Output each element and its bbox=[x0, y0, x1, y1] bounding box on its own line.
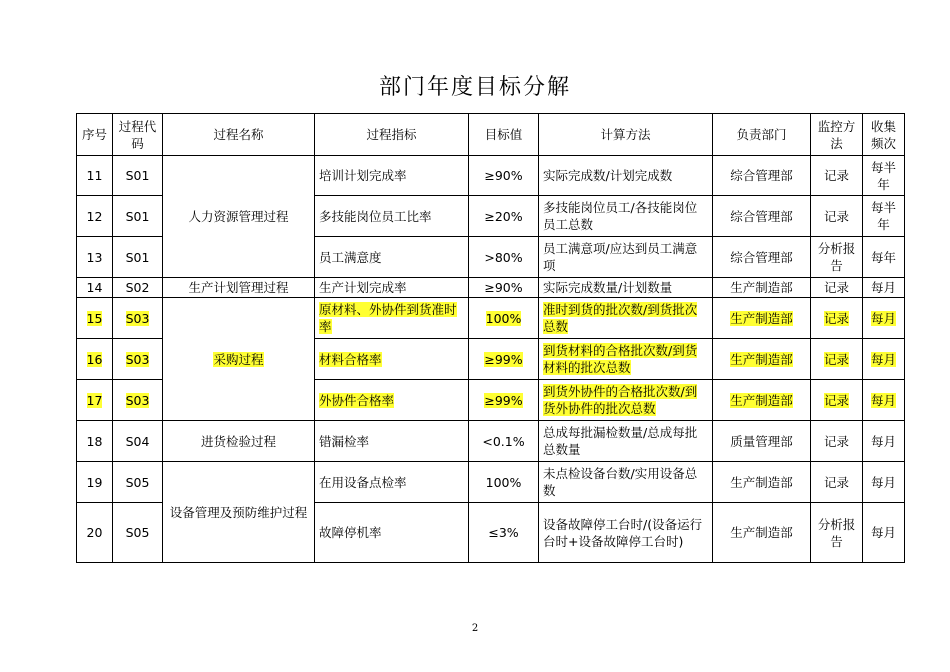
cell-indicator: 生产计划完成率 bbox=[315, 278, 469, 298]
cell-monitor: 记录 bbox=[811, 278, 863, 298]
cell-dept: 生产制造部 bbox=[713, 503, 811, 563]
cell-method: 多技能岗位员工/各技能岗位员工总数 bbox=[539, 196, 713, 237]
cell-dept: 生产制造部 bbox=[713, 380, 811, 421]
cell-code: S04 bbox=[113, 421, 163, 462]
cell-target: ≥90% bbox=[469, 278, 539, 298]
cell-method: 实际完成数量/计划数量 bbox=[539, 278, 713, 298]
cell-target: ≥90% bbox=[469, 156, 539, 196]
header-process: 过程名称 bbox=[163, 114, 315, 156]
table-row bbox=[77, 278, 905, 298]
cell-monitor: 记录 bbox=[811, 421, 863, 462]
page-number: 2 bbox=[471, 623, 479, 634]
cell-freq: 每月 bbox=[863, 503, 905, 563]
cell-code: S05 bbox=[113, 503, 163, 563]
cell-code: S01 bbox=[113, 156, 163, 196]
cell-dept: 生产制造部 bbox=[713, 339, 811, 380]
header-target: 目标值 bbox=[469, 114, 539, 156]
cell-indicator: 在用设备点检率 bbox=[315, 462, 469, 503]
cell-monitor: 分析报告 bbox=[811, 503, 863, 563]
cell-dept: 生产制造部 bbox=[713, 278, 811, 298]
cell-no: 18 bbox=[77, 421, 113, 462]
cell-indicator: 培训计划完成率 bbox=[315, 156, 469, 196]
cell-code: S05 bbox=[113, 462, 163, 503]
header-no: 序号 bbox=[77, 114, 113, 156]
cell-indicator: 员工满意度 bbox=[315, 237, 469, 278]
cell-process: 生产计划管理过程 bbox=[163, 278, 315, 298]
cell-target: ≥99% bbox=[469, 339, 539, 380]
cell-target: ≤3% bbox=[469, 503, 539, 563]
goal-breakdown-table bbox=[76, 113, 905, 563]
cell-no: 13 bbox=[77, 237, 113, 278]
cell-code: S01 bbox=[113, 237, 163, 278]
header-method: 计算方法 bbox=[539, 114, 713, 156]
cell-process: 人力资源管理过程 bbox=[163, 156, 315, 278]
cell-method: 到货外协件的合格批次数/到货外协件的批次总数 bbox=[539, 380, 713, 421]
cell-monitor: 记录 bbox=[811, 380, 863, 421]
cell-monitor: 分析报告 bbox=[811, 237, 863, 278]
cell-code: S03 bbox=[113, 298, 163, 339]
table-row bbox=[77, 421, 905, 462]
cell-no: 11 bbox=[77, 156, 113, 196]
cell-process: 进货检验过程 bbox=[163, 421, 315, 462]
cell-freq: 每月 bbox=[863, 278, 905, 298]
cell-code: S01 bbox=[113, 196, 163, 237]
cell-code: S03 bbox=[113, 339, 163, 380]
header-indicator: 过程指标 bbox=[315, 114, 469, 156]
cell-monitor: 记录 bbox=[811, 462, 863, 503]
page-title: 部门年度目标分解 bbox=[378, 75, 571, 100]
cell-method: 总成每批漏检数量/总成每批总数量 bbox=[539, 421, 713, 462]
cell-target: 100% bbox=[469, 462, 539, 503]
cell-dept: 综合管理部 bbox=[713, 156, 811, 196]
cell-monitor: 记录 bbox=[811, 196, 863, 237]
table-row bbox=[77, 156, 905, 196]
cell-method: 到货材料的合格批次数/到货材料的批次总数 bbox=[539, 339, 713, 380]
cell-target: 100% bbox=[469, 298, 539, 339]
cell-no: 15 bbox=[77, 298, 113, 339]
cell-monitor: 记录 bbox=[811, 339, 863, 380]
cell-freq: 每月 bbox=[863, 380, 905, 421]
cell-freq: 每月 bbox=[863, 339, 905, 380]
cell-indicator: 材料合格率 bbox=[315, 339, 469, 380]
cell-monitor: 记录 bbox=[811, 298, 863, 339]
table-row bbox=[77, 298, 905, 339]
cell-code: S02 bbox=[113, 278, 163, 298]
cell-no: 14 bbox=[77, 278, 113, 298]
cell-freq: 每半年 bbox=[863, 156, 905, 196]
header-monitor: 监控方法 bbox=[811, 114, 863, 156]
cell-no: 16 bbox=[77, 339, 113, 380]
cell-indicator: 多技能岗位员工比率 bbox=[315, 196, 469, 237]
cell-target: ≥99% bbox=[469, 380, 539, 421]
cell-monitor: 记录 bbox=[811, 156, 863, 196]
header-dept: 负责部门 bbox=[713, 114, 811, 156]
cell-dept: 生产制造部 bbox=[713, 298, 811, 339]
cell-freq: 每年 bbox=[863, 237, 905, 278]
cell-no: 19 bbox=[77, 462, 113, 503]
cell-freq: 每月 bbox=[863, 298, 905, 339]
cell-method: 员工满意项/应达到员工满意项 bbox=[539, 237, 713, 278]
cell-target: >80% bbox=[469, 237, 539, 278]
cell-dept: 质量管理部 bbox=[713, 421, 811, 462]
cell-method: 实际完成数/计划完成数 bbox=[539, 156, 713, 196]
cell-target: ≥20% bbox=[469, 196, 539, 237]
cell-indicator: 原材料、外协件到货准时率 bbox=[315, 298, 469, 339]
cell-no: 12 bbox=[77, 196, 113, 237]
cell-target: <0.1% bbox=[469, 421, 539, 462]
cell-method: 未点检设备台数/实用设备总数 bbox=[539, 462, 713, 503]
cell-method: 准时到货的批次数/到货批次总数 bbox=[539, 298, 713, 339]
header-row bbox=[77, 114, 905, 156]
cell-indicator: 错漏检率 bbox=[315, 421, 469, 462]
cell-process: 设备管理及预防维护过程 bbox=[163, 462, 315, 563]
cell-indicator: 故障停机率 bbox=[315, 503, 469, 563]
cell-indicator: 外协件合格率 bbox=[315, 380, 469, 421]
cell-process: 采购过程 bbox=[163, 298, 315, 421]
cell-freq: 每半年 bbox=[863, 196, 905, 237]
cell-dept: 生产制造部 bbox=[713, 462, 811, 503]
cell-code: S03 bbox=[113, 380, 163, 421]
header-code: 过程代码 bbox=[113, 114, 163, 156]
cell-dept: 综合管理部 bbox=[713, 237, 811, 278]
cell-freq: 每月 bbox=[863, 421, 905, 462]
cell-freq: 每月 bbox=[863, 462, 905, 503]
cell-dept: 综合管理部 bbox=[713, 196, 811, 237]
header-freq: 收集频次 bbox=[863, 114, 905, 156]
table-row bbox=[77, 462, 905, 503]
cell-no: 17 bbox=[77, 380, 113, 421]
cell-method: 设备故障停工台时/(设备运行台时+设备故障停工台时) bbox=[539, 503, 713, 563]
cell-no: 20 bbox=[77, 503, 113, 563]
